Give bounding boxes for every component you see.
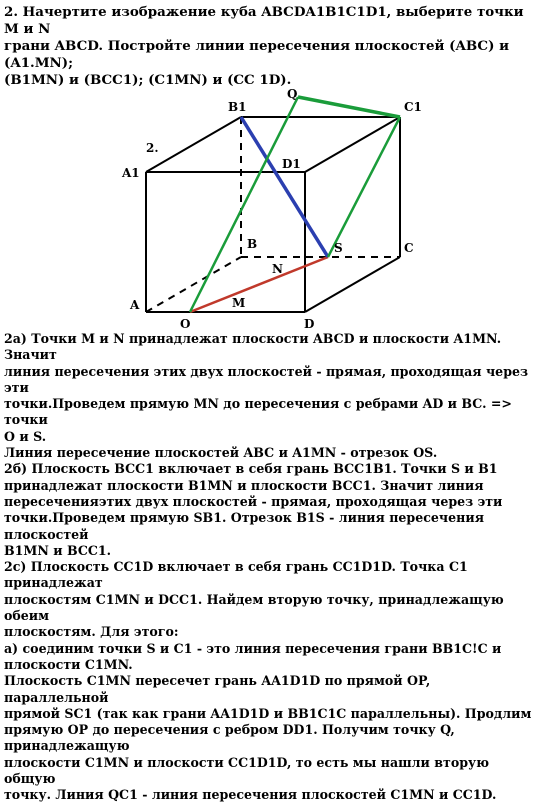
explanation-line: точку. Линия QC1 - линия пересечения плоскостей C1MN и CC1D. (4, 787, 497, 803)
edge-a1-b1 (146, 117, 241, 172)
label-m: M (232, 296, 246, 310)
label-c: C (404, 241, 414, 255)
task-line-3: (B1MN) и (BCC1); (C1MN) и (CC 1D). (4, 72, 292, 88)
label-d1: D1 (282, 157, 301, 171)
label-q: Q (287, 87, 298, 101)
explanation-line: а) соединим точки S и C1 - это линия пересечения грани BB1C!C и (4, 640, 502, 656)
label-c1: C1 (404, 100, 422, 114)
label-n: N (272, 262, 283, 276)
explanation-line: пересеченияэтих двух плоскостей - прямая, проходящая через эти (4, 493, 503, 509)
segment-os (190, 257, 328, 312)
label-o: O (180, 317, 191, 331)
explanation-line: прямую OP до пересечения с ребром DD1. Получим точку Q, принадлежащую (4, 722, 455, 754)
label-b: B (247, 237, 258, 251)
segment-qc1 (298, 97, 400, 117)
explanation-line: 2а) Точки M и N принадлежат плоскости ABCD и плоскости A1MN. Значит (4, 331, 502, 363)
task-line-2: грани ABCD. Постройте линии пересечения плоскостей (ABC) и (A1.MN); (4, 38, 509, 71)
explanation-line: Линия пересечение плоскостей ABC и A1MN - отрезок OS. (4, 445, 438, 461)
explanation-line: принадлежат плоскости B1MN и плоскости BCC1. Значит линия (4, 477, 484, 493)
explanation-line: O и S. (4, 428, 47, 444)
explanation-line: 2с) Плоскость CC1D включает в себя грань CC1D1D. Точка C1 принадлежат (4, 559, 468, 591)
explanation-line: плоскости C1MN и плоскости CC1D1D, то есть мы нашли вторую общую (4, 754, 490, 787)
explanation-text (4, 331, 536, 804)
explanation-line: точки.Проведем прямую SB1. Отрезок B1S - линия пересечения плоскостей (4, 510, 485, 542)
explanation-line: B1MN и BCC1. (4, 542, 112, 558)
edge-d-c (305, 257, 400, 312)
label-b1: B1 (228, 100, 247, 114)
explanation-line: плоскостям. Для этого: (4, 624, 179, 640)
explanation-line: точки.Проведем прямую MN до пересечения с ребрами AD и BC. => точки (4, 396, 512, 428)
explanation-line: 2б) Плоскость BCC1 включает в себя грань BCC1B1. Точки S и B1 (4, 461, 498, 477)
explanation-line: прямой SC1 (так как грани AA1D1D и BB1C1C параллельны). Продлим (4, 705, 532, 721)
label-s: S (334, 241, 343, 255)
cube-figure (0, 60, 540, 340)
label-d: D (304, 317, 315, 331)
explanation-line: плоскости C1MN. (4, 656, 133, 672)
label-a: A (130, 298, 140, 312)
explanation-line: линия пересечения этих двух плоскостей - прямая, проходящая через эти (4, 363, 529, 395)
explanation-line: Плоскость C1MN пересечет грань AA1D1D по прямой OP, параллельной (4, 673, 431, 705)
label-a1: A1 (122, 166, 140, 180)
segment-oq (190, 97, 298, 312)
explanation-line: плоскостям C1MN и DCC1. Найдем вторую точку, принадлежащую обеим (4, 591, 504, 624)
task-line-1: 2. Начертите изображение куба ABCDA1B1C1D1, выберите точки M и N (4, 4, 524, 37)
figure-number: 2. (146, 141, 159, 155)
